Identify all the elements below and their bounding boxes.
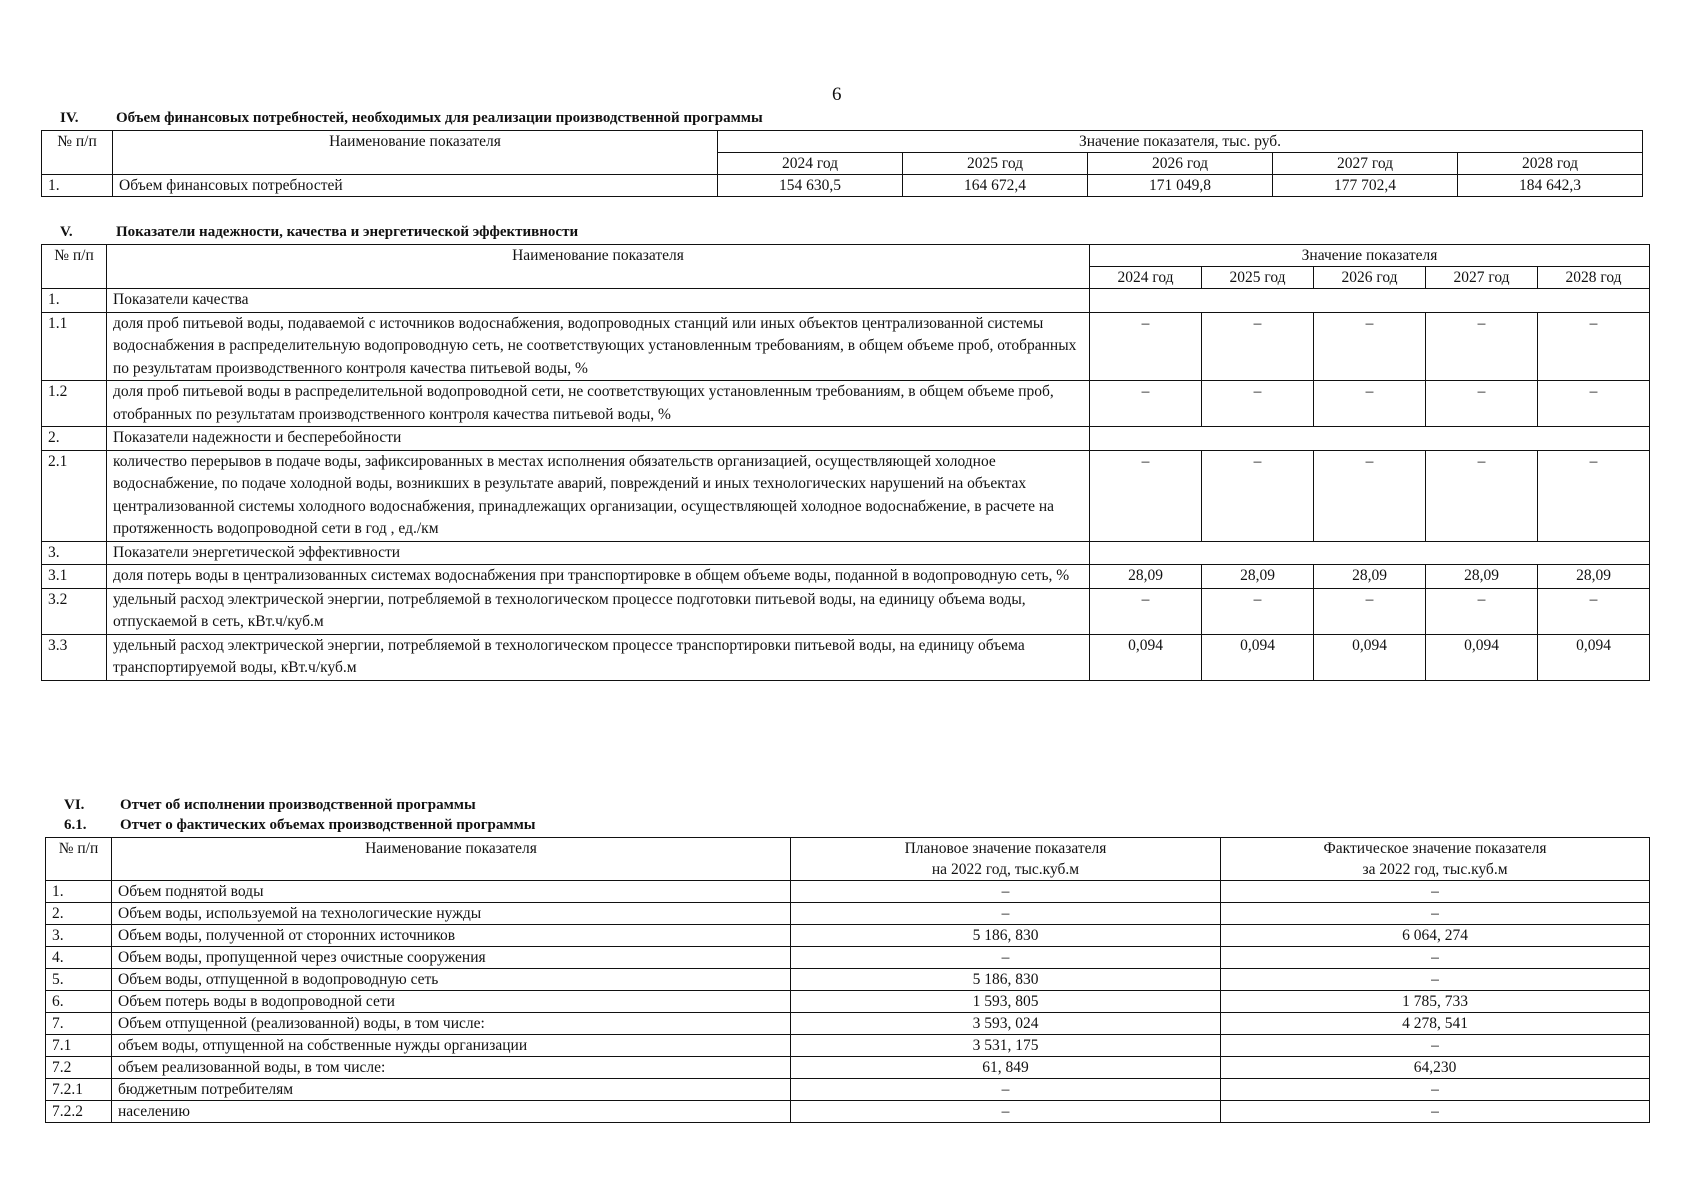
plan-value: –: [791, 1101, 1221, 1123]
table-row: [42, 175, 1643, 197]
row-value: –: [1426, 450, 1538, 541]
row-value: –: [1426, 588, 1538, 634]
section-4-heading: [60, 110, 763, 127]
table-row: [42, 312, 1650, 381]
row-name: доля проб питьевой воды, подаваемой с источников водоснабжения, водопроводных станций или иных объектов централизованной системы водоснабжения в распределительную водопроводную сеть, не соответствующих установленным требованиям, в общем объеме проб, отобранных по результатам производственного контроля качества питьевой воды, %: [107, 312, 1090, 381]
plan-value: 61, 849: [791, 1057, 1221, 1079]
row-value: 28,09: [1538, 565, 1650, 589]
fact-value: 1 785, 733: [1221, 991, 1650, 1013]
row-value: –: [1090, 450, 1202, 541]
section-5-title: Показатели надежности, качества и энергетической эффективности: [116, 224, 579, 240]
row-value: –: [1426, 312, 1538, 381]
row-value: 28,09: [1314, 565, 1426, 589]
year-header: 2024 год: [1090, 267, 1202, 289]
fact-value: –: [1221, 1101, 1650, 1123]
row-number: 7.: [46, 1013, 112, 1035]
row-number: 2.: [42, 427, 107, 451]
section-6-number: VI.: [64, 797, 85, 813]
table-row: [46, 1057, 1650, 1079]
row-value: –: [1538, 588, 1650, 634]
row-value: –: [1314, 312, 1426, 381]
table-header-row: [42, 131, 1643, 153]
group-name: Показатели надежности и бесперебойности: [107, 427, 1090, 451]
section-6-1-number: 6.1.: [64, 817, 87, 833]
row-value: 0,094: [1426, 634, 1538, 680]
row-name: удельный расход электрической энергии, потребляемой в технологическом процессе транспортировки питьевой воды, на единицу объема транспортируемой воды, кВт.ч/куб.м: [107, 634, 1090, 680]
row-value: 0,094: [1090, 634, 1202, 680]
group-name: Показатели качества: [107, 289, 1090, 313]
table-row: [42, 381, 1650, 427]
row-number: 1.: [46, 881, 112, 903]
plan-value: –: [791, 947, 1221, 969]
row-value: –: [1314, 381, 1426, 427]
table-row: [42, 450, 1650, 541]
row-value: 164 672,4: [903, 175, 1088, 197]
section-6-1-heading: [64, 817, 536, 834]
table-row: [42, 588, 1650, 634]
table-row: [46, 1079, 1650, 1101]
row-value: 171 049,8: [1088, 175, 1273, 197]
row-value: –: [1090, 588, 1202, 634]
row-value: –: [1426, 381, 1538, 427]
row-number: 3.1: [42, 565, 107, 589]
row-value: –: [1202, 381, 1314, 427]
section-6-title: Отчет об исполнении производственной программы: [120, 797, 476, 813]
row-number: 5.: [46, 969, 112, 991]
col-header-plan: [791, 838, 1221, 881]
row-number: 3.2: [42, 588, 107, 634]
row-value: –: [1538, 312, 1650, 381]
group-row: [42, 289, 1650, 313]
row-name: Объем потерь воды в водопроводной сети: [112, 991, 791, 1013]
table-row: [42, 565, 1650, 589]
section-6-1-title: Отчет о фактических объемах производственной программы: [120, 817, 536, 833]
fact-value: 4 278, 541: [1221, 1013, 1650, 1035]
row-value: 184 642,3: [1458, 175, 1643, 197]
row-value: –: [1314, 450, 1426, 541]
year-header: 2026 год: [1088, 153, 1273, 175]
row-name: бюджетным потребителям: [112, 1079, 791, 1101]
financial-needs-table: [41, 130, 1643, 197]
col-header-name: Наименование показателя: [107, 245, 1090, 289]
section-5-number: V.: [60, 224, 73, 240]
fact-value: –: [1221, 1079, 1650, 1101]
row-number: 7.1: [46, 1035, 112, 1057]
row-value: –: [1202, 588, 1314, 634]
group-name: Показатели энергетической эффективности: [107, 541, 1090, 565]
row-value: 28,09: [1090, 565, 1202, 589]
row-value: 154 630,5: [718, 175, 903, 197]
row-name: Объем отпущенной (реализованной) воды, в том числе:: [112, 1013, 791, 1035]
row-number: 2.: [46, 903, 112, 925]
col-header-num: № п/п: [42, 245, 107, 289]
table-row: [46, 881, 1650, 903]
year-header: 2024 год: [718, 153, 903, 175]
row-name: населению: [112, 1101, 791, 1123]
fact-value: 64,230: [1221, 1057, 1650, 1079]
col-header-name: Наименование показателя: [112, 838, 791, 881]
year-header: 2026 год: [1314, 267, 1426, 289]
fact-value: –: [1221, 903, 1650, 925]
row-name: объем реализованной воды, в том числе:: [112, 1057, 791, 1079]
year-header: 2025 год: [1202, 267, 1314, 289]
col-header-fact-line2: за 2022 год, тыс.куб.м: [1362, 861, 1508, 878]
col-header-name: Наименование показателя: [113, 131, 718, 175]
row-value: –: [1090, 312, 1202, 381]
section-4-title: Объем финансовых потребностей, необходимых для реализации производственной программы: [116, 110, 763, 126]
row-name: доля проб питьевой воды в распределительной водопроводной сети, не соответствующих установленным требованиям, в общем объеме проб, отобранных по результатам производственного контроля качества питьевой воды, %: [107, 381, 1090, 427]
row-name: количество перерывов в подаче воды, зафиксированных в местах исполнения обязательств организацией, осуществляющей холодное водоснабжение, по подаче холодной воды, возникших в результате аварий, повреждений и иных технологических нарушений на объектах централизованной системы холодного водоснабжения, принадлежащих организации, осуществляющей холодное водоснабжение, в расчете на протяженность водопроводной сети в год , ед./км: [107, 450, 1090, 541]
fact-value: 6 064, 274: [1221, 925, 1650, 947]
row-number: 4.: [46, 947, 112, 969]
row-name: Объем воды, используемой на технологические нужды: [112, 903, 791, 925]
row-name: удельный расход электрической энергии, потребляемой в технологическом процессе подготовки питьевой воды, на единицу объема воды, отпускаемой в сеть, кВт.ч/куб.м: [107, 588, 1090, 634]
row-value: –: [1314, 588, 1426, 634]
row-number: 3.3: [42, 634, 107, 680]
production-report-table: [45, 837, 1650, 1123]
row-name: объем воды, отпущенной на собственные нужды организации: [112, 1035, 791, 1057]
plan-value: –: [791, 903, 1221, 925]
table-row: [46, 925, 1650, 947]
fact-value: –: [1221, 947, 1650, 969]
fact-value: –: [1221, 969, 1650, 991]
row-name: Объем воды, отпущенной в водопроводную сеть: [112, 969, 791, 991]
table-row: [46, 1035, 1650, 1057]
row-value: 0,094: [1538, 634, 1650, 680]
empty-cell: [1090, 289, 1650, 313]
row-name: доля потерь воды в централизованных системах водоснабжения при транспортировке в общем объеме воды, поданной в водопроводную сеть, %: [107, 565, 1090, 589]
table-row: [42, 634, 1650, 680]
row-value: 0,094: [1202, 634, 1314, 680]
section-6-heading: [64, 797, 476, 814]
row-value: –: [1090, 381, 1202, 427]
row-number: 7.2: [46, 1057, 112, 1079]
col-header-fact: [1221, 838, 1650, 881]
row-number: 7.2.2: [46, 1101, 112, 1123]
row-number: 1.: [42, 289, 107, 313]
row-name: Объем финансовых потребностей: [113, 175, 718, 197]
page-number: 6: [832, 84, 842, 105]
col-header-plan-line1: Плановое значение показателя: [904, 840, 1107, 857]
row-value: 0,094: [1314, 634, 1426, 680]
plan-value: 3 593, 024: [791, 1013, 1221, 1035]
plan-value: 5 186, 830: [791, 969, 1221, 991]
row-name: Объем воды, пропущенной через очистные сооружения: [112, 947, 791, 969]
row-value: 28,09: [1426, 565, 1538, 589]
col-header-value: Значение показателя: [1090, 245, 1650, 267]
table-header-row: [42, 245, 1650, 267]
row-value: –: [1538, 450, 1650, 541]
row-name: Объем воды, полученной от сторонних источников: [112, 925, 791, 947]
section-5-heading: [60, 224, 578, 241]
year-header: 2028 год: [1538, 267, 1650, 289]
row-value: 28,09: [1202, 565, 1314, 589]
group-row: [42, 427, 1650, 451]
row-number: 3.: [42, 541, 107, 565]
plan-value: 5 186, 830: [791, 925, 1221, 947]
group-row: [42, 541, 1650, 565]
row-number: 2.1: [42, 450, 107, 541]
plan-value: –: [791, 881, 1221, 903]
row-value: –: [1538, 381, 1650, 427]
fact-value: –: [1221, 881, 1650, 903]
table-row: [46, 947, 1650, 969]
col-header-plan-line2: на 2022 год, тыс.куб.м: [931, 861, 1080, 878]
col-header-num: № п/п: [46, 838, 112, 881]
row-number: 1.2: [42, 381, 107, 427]
row-number: 1.1: [42, 312, 107, 381]
empty-cell: [1090, 427, 1650, 451]
table-row: [46, 969, 1650, 991]
section-4-number: IV.: [60, 110, 79, 126]
year-header: 2027 год: [1426, 267, 1538, 289]
row-value: 177 702,4: [1273, 175, 1458, 197]
row-number: 6.: [46, 991, 112, 1013]
row-value: –: [1202, 312, 1314, 381]
table-header-row: [46, 838, 1650, 881]
row-number: 1.: [42, 175, 113, 197]
col-header-fact-line1: Фактическое значение показателя: [1323, 840, 1547, 857]
table-row: [46, 1101, 1650, 1123]
plan-value: 3 531, 175: [791, 1035, 1221, 1057]
table-row: [46, 991, 1650, 1013]
col-header-value: Значение показателя, тыс. руб.: [718, 131, 1643, 153]
year-header: 2027 год: [1273, 153, 1458, 175]
year-header: 2025 год: [903, 153, 1088, 175]
fact-value: –: [1221, 1035, 1650, 1057]
table-row: [46, 1013, 1650, 1035]
row-name: Объем поднятой воды: [112, 881, 791, 903]
plan-value: –: [791, 1079, 1221, 1101]
plan-value: 1 593, 805: [791, 991, 1221, 1013]
row-number: 7.2.1: [46, 1079, 112, 1101]
row-value: –: [1202, 450, 1314, 541]
year-header: 2028 год: [1458, 153, 1643, 175]
reliability-indicators-table: [41, 244, 1650, 681]
col-header-num: № п/п: [42, 131, 113, 175]
table-row: [46, 903, 1650, 925]
row-number: 3.: [46, 925, 112, 947]
empty-cell: [1090, 541, 1650, 565]
